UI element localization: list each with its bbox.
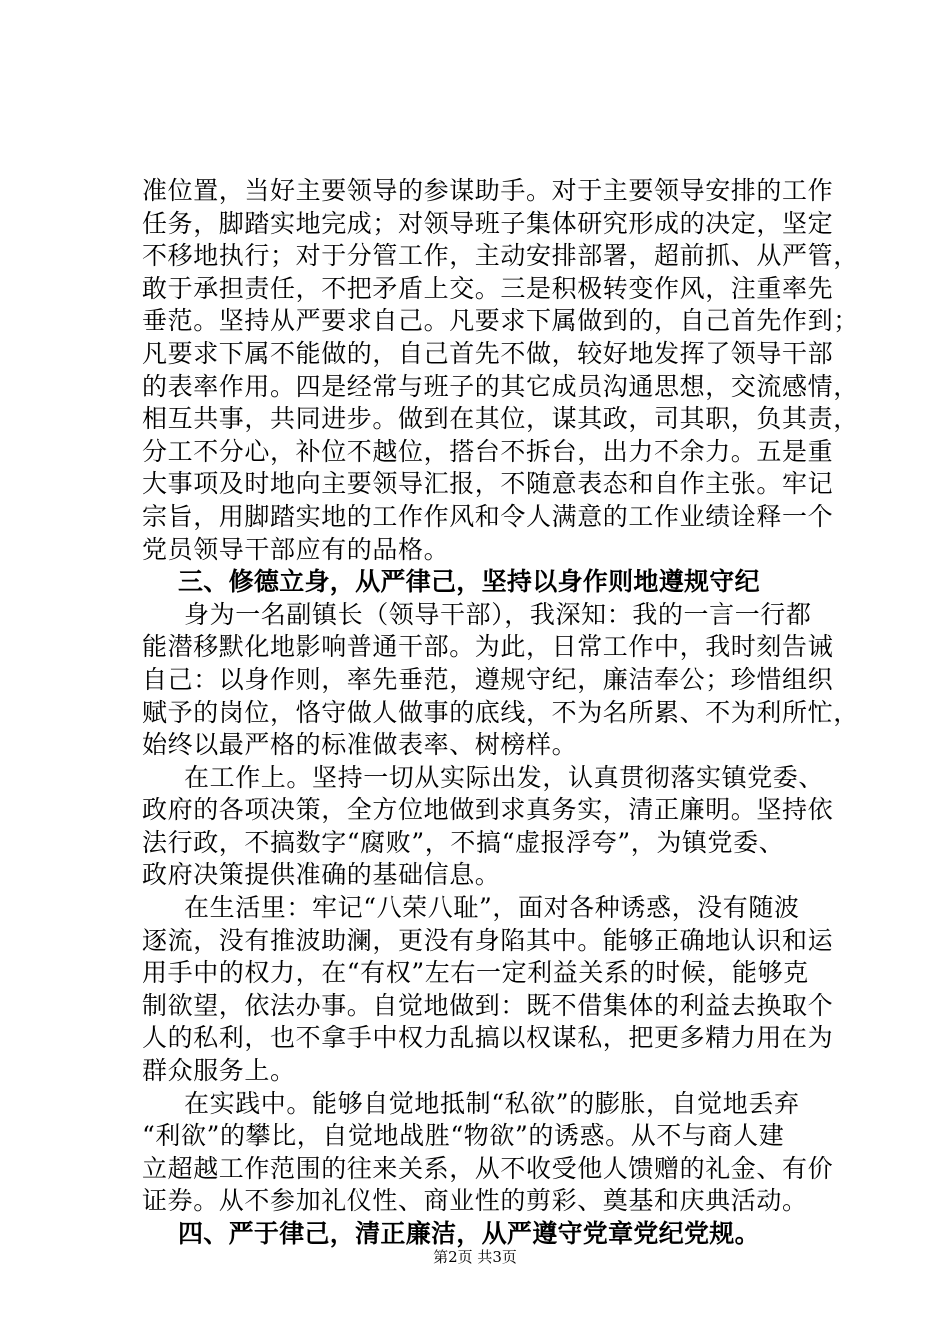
text-line: 用手中的权力，在“有权”左右一定利益关系的时候，能够克 [142,958,809,988]
text-line: 制欲望，依法办事。自觉地做到：既不借集体的利益去换取个 [142,990,834,1020]
text-line: 相互共事，共同进步。做到在其位，谋其政，司其职，负其责， [142,404,859,434]
text-line: 赋予的岗位，恪守做人做事的底线，不为名所累、不为利所忙， [142,697,859,727]
text-line: 准位置，当好主要领导的参谋助手。对于主要领导安排的工作 [142,176,834,205]
text-line: 始终以最严格的标准做表率、树榜样。 [142,730,578,760]
text-line: 证券。从不参加礼仪性、商业性的剪彩、奠基和庆典活动。 [142,1186,808,1216]
text-line: 凡要求下属不能做的，自己首先不做，较好地发挥了领导干部 [142,338,834,368]
text-line: 法行政，不搞数字“腐败”，不搞“虚报浮夸”，为镇党委、 [142,827,785,857]
paragraph-start-line: 身为一名副镇长（领导干部），我深知：我的一言一行都 [184,599,812,629]
text-line: 垂范。坚持从严要求自己。凡要求下属做到的，自己首先作到； [142,306,859,336]
text-line: 分工不分心，补位不越位，搭台不拆台，出力不余力。五是重 [142,436,834,466]
text-line: 群众服务上。 [142,1056,296,1086]
section-heading: 四、严于律己，清正廉洁，从严遵守党章党纪党规。 [178,1219,760,1248]
text-line: 立超越工作范围的往来关系，从不收受他人馈赠的礼金、有价 [142,1153,834,1183]
text-line: 宗旨，用脚踏实地的工作作风和令人满意的工作业绩诠释一个 [142,501,834,531]
text-line: 政府决策提供准确的基础信息。 [142,860,501,890]
text-line: 任务，脚踏实地完成；对领导班子集体研究形成的决定，坚定 [142,208,834,238]
text-line: “利欲”的攀比，自觉地战胜“物欲”的诱惑。从不与商人建 [142,1121,785,1151]
text-line: 政府的各项决策，全方位地做到求真务实，清正廉明。坚持依 [142,795,834,825]
text-line: 能潜移默化地影响普通干部。为此，日常工作中，我时刻告诫 [142,632,834,662]
text-line: 不移地执行；对于分管工作，主动安排部署，超前抓、从严管， [142,241,859,271]
text-line: 大事项及时地向主要领导汇报，不随意表态和自作主张。牢记 [142,469,834,499]
paragraph-start-line: 在实践中。能够自觉地抵制“私欲”的膨胀，自觉地丢弃 [184,1088,800,1118]
text-line: 自己：以身作则，率先垂范，遵规守纪，廉洁奉公；珍惜组织 [142,664,834,694]
text-line: 党员领导干部应有的品格。 [142,534,450,564]
page-footer: 第2页 共3页 [433,1248,517,1266]
text-line: 的表率作用。四是经常与班子的其它成员沟通思想，交流感情， [142,371,859,401]
document-body [142,175,862,1251]
paragraph-start-line: 在生活里：牢记“八荣八耻”，面对各种诱惑，没有随波 [184,893,800,923]
text-line: 人的私利，也不拿手中权力乱搞以权谋私，把更多精力用在为 [142,1023,834,1053]
text-line: 逐流，没有推波助澜，更没有身陷其中。能够正确地认识和运 [142,925,834,955]
section-heading: 三、修德立身，从严律己，坚持以身作则地遵规守纪 [178,567,760,597]
text-line: 敢于承担责任，不把矛盾上交。三是积极转变作风，注重率先 [142,273,834,303]
paragraph-start-line: 在工作上。坚持一切从实际出发，认真贯彻落实镇党委、 [184,762,825,792]
